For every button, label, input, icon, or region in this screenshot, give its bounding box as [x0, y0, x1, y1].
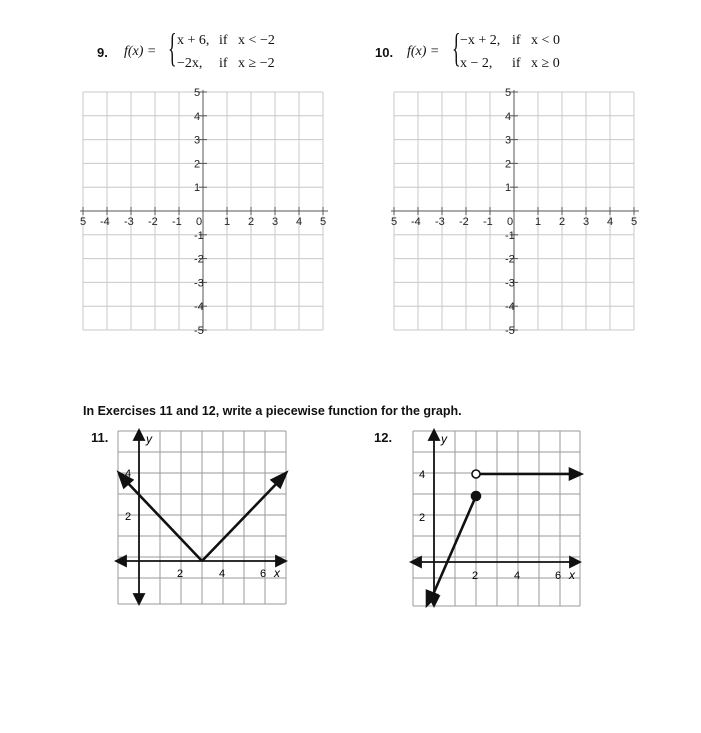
exercise-9-brace: { — [168, 25, 177, 70]
grid-10-ytick: 5 — [505, 87, 512, 99]
exercise-10-row2-expr: x − 2, — [460, 56, 493, 71]
graph-12-xtick-4: 4 — [514, 570, 521, 582]
graph-12-ytick-4: 4 — [419, 469, 426, 481]
grid-9-ytick: -4 — [194, 301, 204, 314]
graph-11-y-label: y — [146, 432, 152, 446]
grid-9-xtick: -1 — [172, 216, 182, 228]
grid-10-xtick: -4 — [411, 216, 421, 228]
graph-12-closed-point — [472, 492, 480, 500]
exercise-9-number: 9. — [97, 45, 108, 60]
grid-10-ytick: -3 — [505, 277, 515, 290]
grid-9-xtick: 5 — [320, 216, 327, 228]
grid-9-xtick: 0 — [196, 216, 203, 228]
grid-10-xtick: 0 — [507, 216, 514, 228]
grid-9-xtick: -4 — [100, 216, 110, 228]
graph-12-ytick-2: 2 — [419, 512, 426, 524]
exercise-10-lhs: f(x) = — [407, 44, 440, 59]
grid-10-xtick: 2 — [559, 216, 566, 228]
exercise-9-lhs: f(x) = — [124, 44, 157, 59]
grid-10-ytick: -2 — [505, 253, 515, 266]
grid-10-axes — [391, 90, 639, 332]
grid-9-xtick: 1 — [224, 216, 231, 228]
grid-10-ytick: 2 — [505, 158, 512, 171]
graph-11-ytick-4: 4 — [125, 468, 132, 480]
exercise-10-row2-cond: if x ≥ 0 — [512, 56, 560, 71]
grid-10-xtick: 4 — [607, 216, 614, 228]
grid-9-ytick: -2 — [194, 253, 204, 266]
exercise-10-brace: { — [452, 25, 461, 70]
grid-9-ytick: 1 — [194, 182, 201, 195]
grid-10-xtick: 3 — [583, 216, 590, 228]
grid-9-xtick: -3 — [124, 216, 134, 228]
grid-10-ytick: 3 — [505, 134, 512, 147]
graph-11-xtick-2: 2 — [177, 568, 184, 580]
graph-11-ytick-2: 2 — [125, 511, 132, 523]
graph-11-xtick-6: 6 — [260, 568, 267, 580]
grid-9-ytick: 5 — [194, 87, 201, 99]
grid-9-xtick: -2 — [148, 216, 158, 228]
grid-10-xtick: -2 — [459, 216, 469, 228]
graph-11-x-label: x — [274, 566, 280, 580]
grid-10-xtick: -3 — [435, 216, 445, 228]
exercise-11-number: 11. — [91, 430, 109, 445]
grid-9-xtick: 2 — [248, 216, 255, 228]
exercise-9-row2-expr: −2x, — [177, 56, 203, 71]
exercise-10-row1-expr: −x + 2, — [460, 33, 501, 48]
grid-9-ytick: -5 — [194, 325, 204, 337]
grid-9-xtick: 3 — [272, 216, 279, 228]
grid-9-ytick: 3 — [194, 134, 201, 147]
exercise-9-row1-expr: x + 6, — [177, 33, 210, 48]
grid-10-xtick: 5 — [631, 216, 638, 228]
grid-10-ytick: -4 — [505, 301, 515, 314]
grid-10-xtick: 1 — [535, 216, 542, 228]
grid-9-ytick: -1 — [194, 229, 204, 242]
graph-11 — [110, 425, 295, 610]
grid-9-ytick: -3 — [194, 277, 204, 290]
graph-12-xtick-6: 6 — [555, 570, 562, 582]
grid-9-ytick: 4 — [194, 110, 201, 123]
graph-12-rising-segment — [427, 492, 480, 605]
grid-10-ytick: 4 — [505, 110, 512, 123]
grid-10-ytick: 1 — [505, 182, 512, 195]
graph-12-x-label: x — [569, 568, 575, 582]
graph-12-xtick-2: 2 — [472, 570, 479, 582]
graph-12-open-point — [472, 470, 480, 478]
graph-12-horizontal-ray — [480, 469, 581, 479]
exercise-10-number: 10. — [375, 45, 394, 60]
grid-10-ytick: -5 — [505, 325, 515, 337]
grid-10-xtick: -1 — [483, 216, 493, 228]
exercise-12-number: 12. — [374, 430, 393, 445]
grid-9-ytick: 2 — [194, 158, 201, 171]
graph-12 — [405, 425, 590, 610]
grid-9-xtick: 4 — [296, 216, 303, 228]
grid-10-xtick: 5 — [391, 216, 398, 228]
graph-12-y-label: y — [441, 432, 447, 446]
exercise-10-row1-cond: if x < 0 — [512, 33, 560, 48]
instructions-text: In Exercises 11 and 12, write a piecewise function for the graph. — [83, 404, 462, 418]
grid-10-ytick: -1 — [505, 229, 515, 242]
exercise-9-row1-cond: if x < −2 — [219, 33, 275, 48]
grid-9-xtick: 5 — [80, 216, 87, 228]
blank-grid-10 — [0, 0, 701, 360]
graph-11-xtick-4: 4 — [219, 568, 226, 580]
exercise-9-row2-cond: if x ≥ −2 — [219, 56, 275, 71]
